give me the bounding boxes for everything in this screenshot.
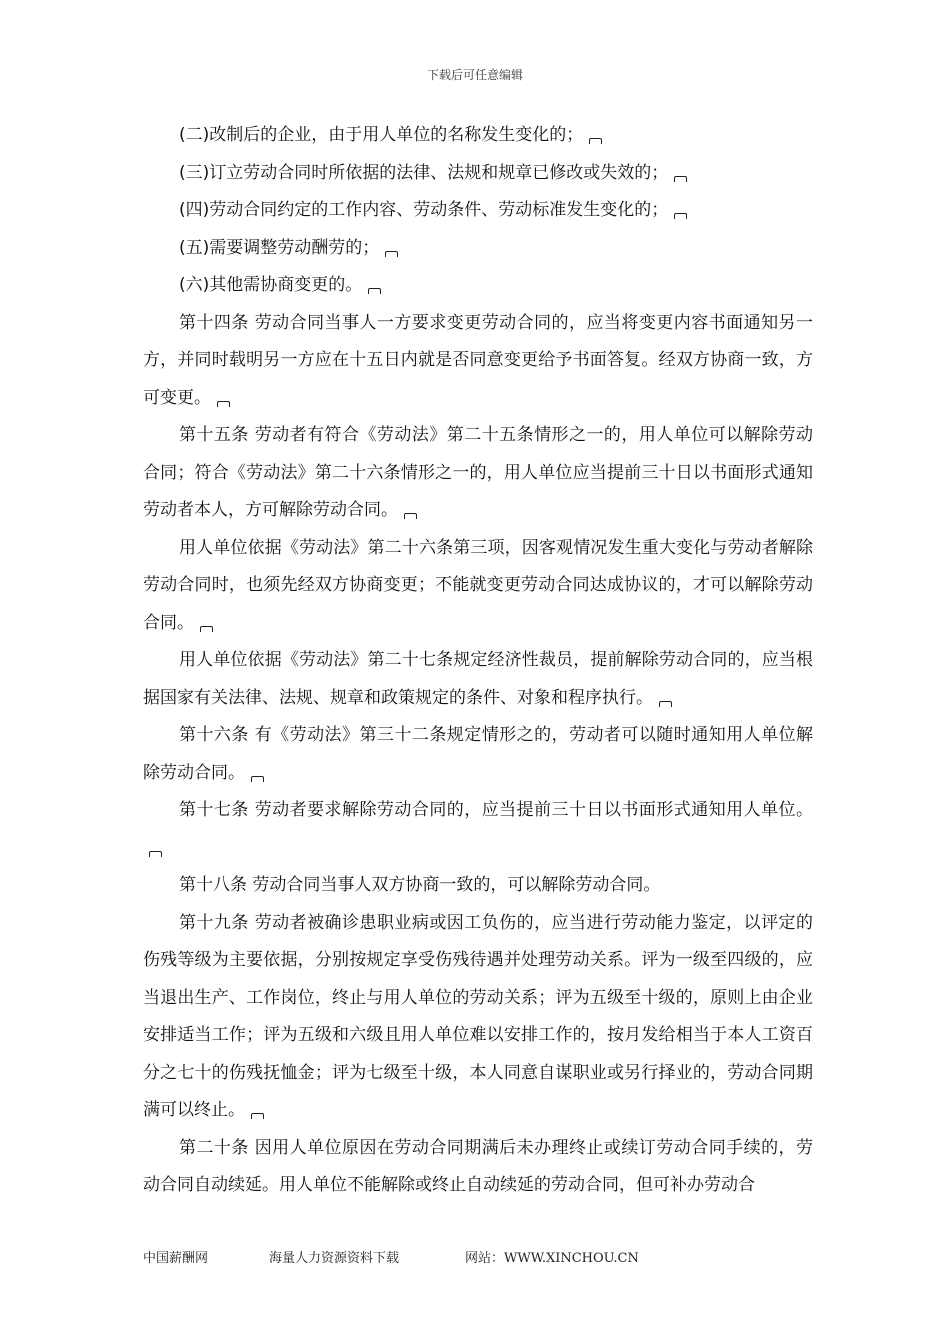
paragraph-text: 第十九条 劳动者被确诊患职业病或因工负伤的，应当进行劳动能力鉴定，以评定的伤残等级为主要依据，分别按规定享受伤残待遇并处理劳动关系。评为一级至四级的，应当退出生产、工作岗位，终止与用人单位的劳动关系；评为五级至十级的，原则上由企业安排适当工作；评为五级和六级且用人单位难以安排工作的，按月发给相当于本人工资百分之七十的伤残抚恤金；评为七级至十级，本人同意自谋职业或另行择业的，劳动合同期满可以终止。: [143, 912, 813, 1120]
paragraph-text: 第十四条 劳动合同当事人一方要求变更劳动合同的，应当将变更内容书面通知另一方，并同时载明另一方应在十五日内就是否同意变更给予书面答复。经双方协商一致，方可变更。: [143, 312, 813, 408]
paragraph-text: 第十七条 劳动者要求解除劳动合同的，应当提前三十日以书面形式通知用人单位。: [179, 800, 813, 820]
paragraph-mark-icon: [404, 513, 417, 519]
paragraph-mark-icon: [659, 701, 672, 707]
footer-slogan: 海量人力资源资料下载: [269, 1251, 400, 1266]
paragraph: [143, 155, 813, 193]
paragraph: [143, 305, 813, 418]
paragraph: [143, 192, 813, 230]
paragraph-text: 用人单位依据《劳动法》第二十六条第三项，因客观情况发生重大变化与劳动者解除劳动合同时，也须先经双方协商变更；不能就变更劳动合同达成协议的，才可以解除劳动合同。: [143, 537, 813, 633]
paragraph: [143, 1130, 813, 1205]
paragraph: [143, 267, 813, 305]
paragraph: [143, 905, 813, 1130]
paragraph-text: 第十六条 有《劳动法》第三十二条规定情形之的，劳动者可以随时通知用人单位解除劳动合同。: [143, 725, 813, 783]
paragraph: [143, 117, 813, 155]
page-footer: [143, 1247, 639, 1266]
paragraph: [143, 230, 813, 268]
paragraph: [143, 717, 813, 792]
paragraph: [143, 867, 813, 905]
page-header: 下载后可任意编辑: [426, 68, 523, 82]
paragraph-text: (二)改制后的企业，由于用人单位的名称发生变化的；: [179, 125, 584, 145]
paragraph-text: 第二十条 因用人单位原因在劳动合同期满后未办理终止或续订劳动合同手续的，劳动合同自动续延。用人单位不能解除或终止自动续延的劳动合同，但可补办劳动合: [143, 1137, 813, 1195]
paragraph-mark-icon: [149, 851, 162, 857]
paragraph: [143, 530, 813, 643]
paragraph-text: 第十五条 劳动者有符合《劳动法》第二十五条情形之一的，用人单位可以解除劳动合同；符合《劳动法》第二十六条情形之一的，用人单位应当提前三十日以书面形式通知劳动者本人，方可解除劳动合同。: [143, 425, 813, 520]
paragraph-mark-icon: [589, 138, 602, 144]
footer-site-name: 中国薪酬网: [143, 1251, 209, 1266]
paragraph: [143, 792, 813, 867]
paragraph-text: (五)需要调整劳动酬劳的；: [179, 237, 380, 258]
paragraph-text: (四)劳动合同约定的工作内容、劳动条件、劳动标准发生变化的；: [179, 200, 669, 220]
paragraph-mark-icon: [217, 401, 230, 407]
paragraph-mark-icon: [251, 776, 264, 782]
paragraph-mark-icon: [368, 288, 381, 294]
paragraph-mark-icon: [674, 213, 687, 219]
document-body: [143, 117, 813, 1205]
paragraph-mark-icon: [674, 176, 687, 182]
paragraph-text: 用人单位依据《劳动法》第二十七条规定经济性裁员，提前解除劳动合同的，应当根据国家有关法律、法规、规章和政策规定的条件、对象和程序执行。: [143, 650, 813, 708]
paragraph: [143, 642, 813, 717]
paragraph: [143, 417, 813, 530]
paragraph-text: 第十八条 劳动合同当事人双方协商一致的，可以解除劳动合同。: [179, 875, 661, 895]
footer-website: 网站：WWW.XINCHOU.CN: [465, 1251, 639, 1266]
paragraph-mark-icon: [385, 251, 398, 257]
paragraph-text: (三)订立劳动合同时所依据的法律、法规和规章已修改或失效的；: [179, 162, 669, 183]
paragraph-text: (六)其他需协商变更的。: [179, 275, 363, 295]
paragraph-mark-icon: [200, 626, 213, 632]
paragraph-mark-icon: [251, 1113, 264, 1119]
